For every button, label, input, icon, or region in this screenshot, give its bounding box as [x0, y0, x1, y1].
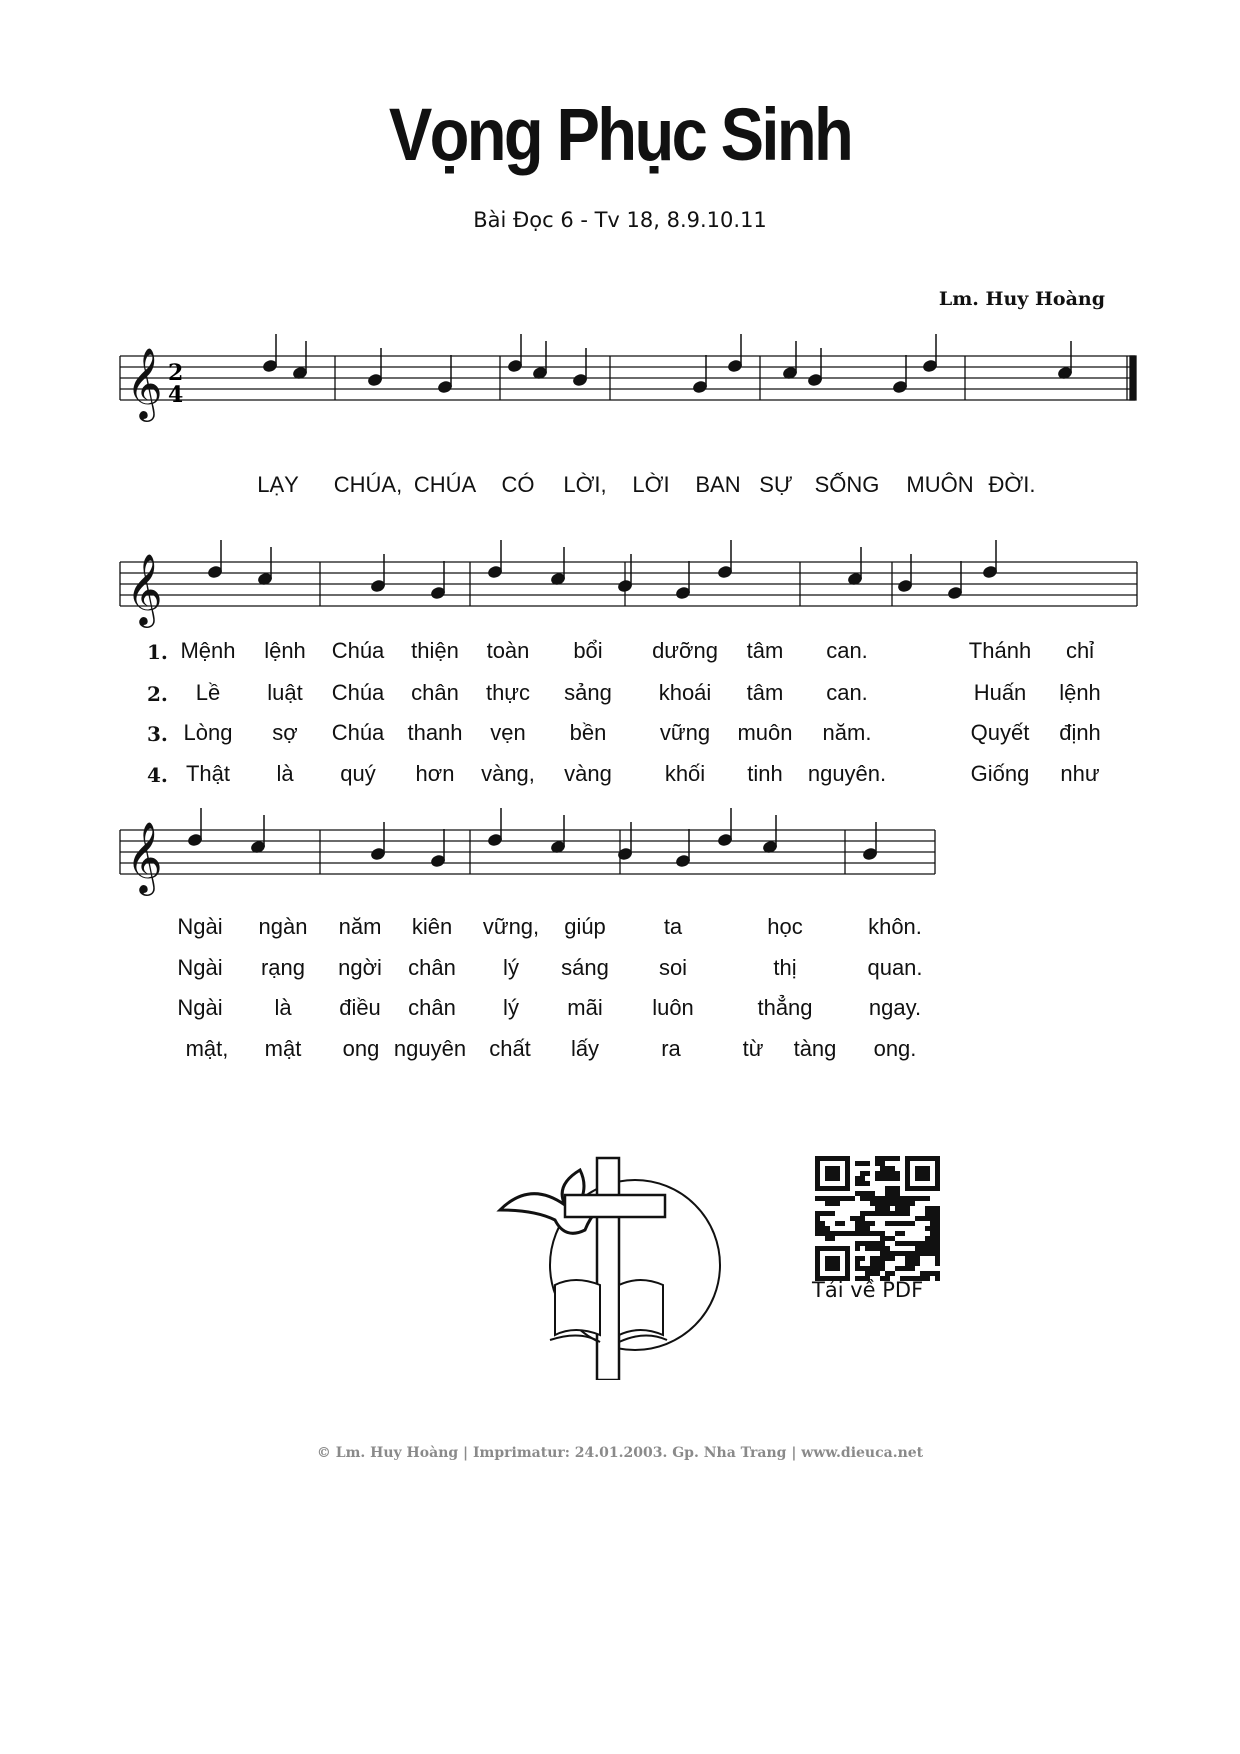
verse-word: sảng	[564, 680, 612, 705]
verse-word: vững	[659, 720, 711, 745]
verse-word: nguyên.	[807, 761, 887, 786]
refrain-word: CHÚA,	[333, 472, 403, 497]
verse-word: vàng,	[481, 761, 535, 786]
verse-word: Thật	[185, 761, 231, 786]
verse-word: chỉ	[1065, 638, 1095, 663]
verse-word: hơn	[415, 761, 455, 786]
verse-word: Ngài	[177, 914, 223, 939]
verse-word: Lề	[195, 680, 221, 705]
verse-word: thị	[773, 955, 797, 980]
verse-word: giúp	[564, 914, 606, 939]
verse-word: thanh	[407, 720, 463, 745]
verse-word: vàng	[564, 761, 612, 786]
treble-clef-icon: 𝄞	[126, 552, 163, 625]
verse-word: Chúa	[331, 720, 385, 745]
verse-word: định	[1059, 720, 1101, 745]
verse-word: Ngài	[177, 955, 223, 980]
qr-code-icon[interactable]	[815, 1156, 940, 1281]
qr-caption[interactable]: Tải về PDF	[812, 1278, 924, 1302]
verse-word: năm.	[822, 720, 872, 745]
verse-word: Quyết	[970, 720, 1030, 745]
verse-word: sợ	[272, 720, 298, 745]
verse-word: ong.	[873, 1036, 917, 1061]
verse-number: 3.	[147, 722, 168, 746]
verse-word: rạng	[260, 955, 306, 980]
verse-word: như	[1060, 761, 1100, 786]
verse-word: lý	[503, 995, 519, 1020]
verse-word: Ngài	[177, 995, 223, 1020]
dove-cross-bible-logo	[495, 1150, 735, 1380]
verse-word: chân	[408, 995, 456, 1020]
verse-word: can.	[826, 638, 868, 663]
verse-word: thẳng	[757, 995, 813, 1020]
verse-word: ngay.	[868, 995, 922, 1020]
verse-word: khối	[664, 761, 706, 786]
verse-word: can.	[826, 680, 868, 705]
verse-word: Mệnh	[180, 638, 236, 663]
verse-word: toàn	[486, 638, 530, 663]
time-signature-top: 2	[168, 360, 184, 386]
refrain-word: LỜI	[632, 472, 670, 497]
refrain-word: CHÚA	[413, 472, 477, 497]
verse-word: soi	[658, 955, 688, 980]
verse-word: dưỡng	[652, 638, 718, 663]
verse-word: lệnh	[264, 638, 306, 663]
verse-word: thiện	[411, 638, 459, 663]
verse-word: chân	[408, 955, 456, 980]
verse-word: tàng	[793, 1036, 837, 1061]
verse-number: 2.	[147, 682, 168, 706]
verse-word: ra	[661, 1036, 681, 1061]
verse-word: từ	[742, 1036, 764, 1061]
verse-word: vẹn	[490, 720, 526, 745]
verse-word: tinh	[747, 761, 783, 786]
verse-number: 4.	[147, 763, 168, 787]
refrain-word: BAN	[695, 472, 741, 497]
verse-word: ta	[663, 914, 683, 939]
verse-word: tâm	[746, 638, 784, 663]
verse-word: tâm	[746, 680, 784, 705]
verse-word: muôn	[737, 720, 793, 745]
verse-word: quan.	[867, 955, 923, 980]
final-barline	[1130, 356, 1136, 400]
verse-word: bền	[569, 720, 607, 745]
time-signature-bottom: 4	[168, 382, 184, 408]
composer-name: Lm. Huy Hoàng	[938, 288, 1105, 310]
verse-word: sáng	[561, 955, 609, 980]
verse-word: Chúa	[331, 680, 385, 705]
verse-word: luôn	[652, 995, 694, 1020]
verse-word: lệnh	[1059, 680, 1101, 705]
verse-word: học	[767, 914, 803, 939]
verse-word: Giống	[970, 761, 1030, 786]
verse-word: vững,	[482, 914, 540, 939]
verse-word: mật	[264, 1036, 302, 1061]
verse-word: khôn.	[868, 914, 922, 939]
verse-word: Chúa	[331, 638, 385, 663]
verse-word: chân	[411, 680, 459, 705]
verse-word: ong	[342, 1036, 380, 1061]
verse-word: Lòng	[183, 720, 233, 745]
page-subtitle: Bài Đọc 6 - Tv 18, 8.9.10.11	[473, 208, 767, 232]
verse-number: 1.	[147, 640, 168, 664]
refrain-word: CÓ	[501, 472, 535, 497]
refrain-word: LẠY	[257, 472, 299, 497]
refrain-word: LỜI,	[563, 472, 607, 497]
verse-word: nguyên	[393, 1036, 467, 1061]
verse-word: điều	[339, 995, 381, 1020]
refrain-word: ĐỜI.	[988, 472, 1036, 497]
verse-word: Huấn	[973, 680, 1027, 705]
verse-word: bổi	[573, 638, 603, 663]
verse-word: lý	[503, 955, 519, 980]
page-title: Vọng Phục Sinh	[388, 93, 852, 176]
verse-word: lấy	[570, 1036, 600, 1061]
verse-word: Thánh	[968, 638, 1032, 663]
refrain-word: SỰ	[759, 472, 793, 497]
verse-word: là	[274, 995, 292, 1020]
verse-word: chất	[489, 1036, 531, 1061]
verse-word: ngàn	[258, 914, 308, 939]
verse-word: kiên	[411, 914, 453, 939]
verse-word: khoái	[658, 680, 712, 705]
verse-word: là	[276, 761, 294, 786]
footer-copyright: © Lm. Huy Hoàng | Imprimatur: 24.01.2003. Gp. Nha Trang | www.dieuca.net	[316, 1445, 924, 1461]
verse-word: mật,	[185, 1036, 229, 1061]
refrain-word: SỐNG	[814, 472, 880, 497]
verse-word: thực	[485, 680, 531, 705]
verse-word: mãi	[567, 995, 603, 1020]
refrain-word: MUÔN	[906, 472, 974, 497]
treble-clef-icon: 𝄞	[126, 820, 163, 893]
verse-word: luật	[267, 680, 303, 705]
verse-word: quý	[340, 761, 376, 786]
verse-word: năm	[338, 914, 382, 939]
treble-clef-icon: 𝄞	[126, 346, 163, 419]
verse-word: ngời	[338, 955, 382, 980]
